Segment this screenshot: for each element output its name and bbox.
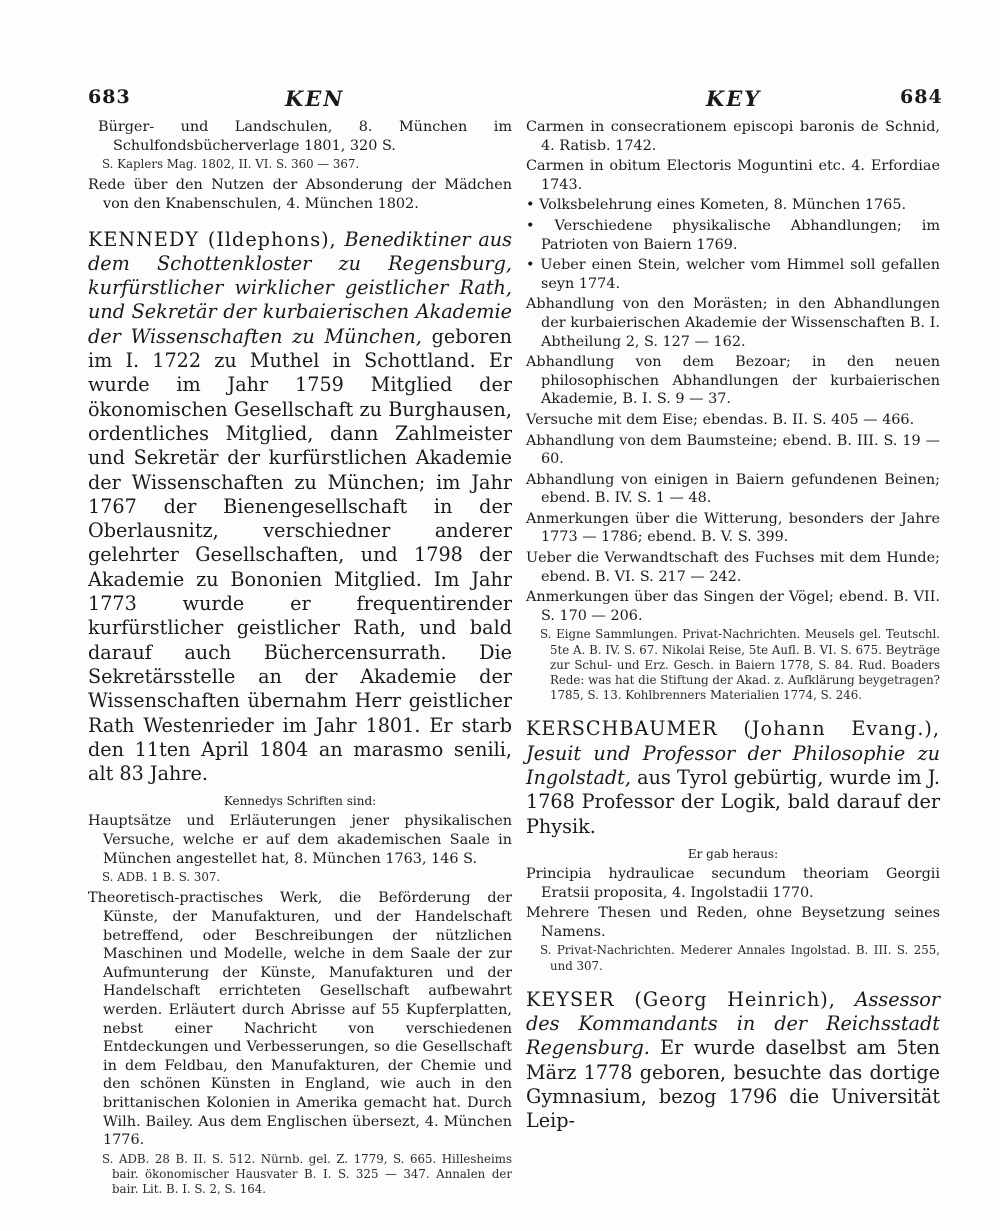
work-entry: Abhandlung von dem Bezoar; in den neuen philosophischen Abhandlungen der kurbaierischen Akademie, B. I. S. 9 — 37. (526, 354, 940, 408)
work-entry: Theoretisch-practisches Werk, die Beförderung der Künste, der Manufakturen, und der Handelschaft betreffend, oder Beschreibungen der nützlichen Maschinen und Modelle, welche in dem Saale der zur Aufmunterung der Künste, Manufakturen und der Handelschaft errichteten Gesellschaft aufbewahrt werden. Erläutert durch Abrisse auf 55 Kupferplatten, nebst einer Nachricht von verschiedenen Entdeckungen und Verbesserungen, so die Gesellschaft in dem Feldbau, den Manufakturen, der Chemie und den schönen Künsten in England, wie auch in den brittanischen Kolonien in Amerika gemacht hat. Durch Wilh. Bailey. Aus dem Englischen übersezt, 4. München 1776. (88, 890, 512, 1149)
work-entry: Abhandlung von den Morästen; in den Abhandlungen der kurbaierischen Akademie der Wissenschaften B. I. Abtheilung 2, S. 127 — 162. (526, 296, 940, 350)
work-entry-starred: • Ueber einen Stein, welcher vom Himmel soll gefallen seyn 1774. (526, 256, 940, 293)
work-entry: Mehrere Thesen und Reden, ohne Beysetzung seines Namens. (526, 905, 940, 940)
kennedy-name: KENNEDY (Ildephons), (88, 227, 337, 251)
reference-note: S. ADB. 28 B. II. S. 512. Nürnb. gel. Z. 1779, S. 665. Hillesheims bair. ökonomischer Hausvater B. I. S. 325 — 347. Annalen der bair. Lit. B. I. S. 2, S. 164. (102, 1151, 512, 1197)
work-entry: Carmen in obitum Electoris Moguntini etc. 4. Erfordiae 1743. (526, 158, 940, 193)
work-entry: Abhandlung von einigen in Baiern gefundenen Beinen; ebend. B. IV. S. 1 — 48. (526, 471, 940, 507)
kennedy-bio-text: geboren im I. 1722 zu Muthel in Schottland. Er wurde im Jahr 1759 Mitglied der ökonomischen Gesellschaft zu Burghausen, ordentliches Mitglied, dann Zahlmeister und Sekretär der kurfürstlichen Akademie der Wissenschaften zu München; im Jahr 1767 der Bienengesellschaft in der Oberlausnitz, verschiedner anderer gelehrter Gesellschaften, und 1798 der Akademie zu Bononien Mitglied. Im Jahr 1773 wurde er frequentirender kurfürstlicher geistlicher Rath, und bald darauf auch Büchercensurrath. Die Sekretärsstelle an der Akademie der Wissenschaften übernahm Herr geistlicher Rath Westenrieder im Jahr 1801. Er starb den 11ten April 1804 an marasmo senili, alt 83 Jahre. (88, 324, 512, 786)
work-entry-starred: • Verschiedene physikalische Abhandlungen; im Patrioten von Baiern 1769. (526, 217, 940, 254)
kennedy-works-heading: Kennedys Schriften sind: (223, 794, 377, 809)
work-entry: Anmerkungen über das Singen der Vögel; ebend. B. VII. S. 170 — 206. (526, 589, 940, 624)
kerschbaumer-occupation: Jesuit und Professor der Philosophie zu Ingolstadt, (526, 741, 940, 790)
keyser-bio-text: Er wurde daselbst am 5ten März 1778 geboren, besuchte das dortige Gymnasium, bezog 1796 die Universität Leip- (526, 1036, 940, 1133)
kerschbaumer-name: KERSCHBAUMER (Johann Evang.), (526, 717, 940, 741)
continued-entry: Bürger- und Landschulen, 8. München im Schulfondsbücherverlage 1801, 320 S. (98, 119, 512, 154)
work-entry: Versuche mit dem Eise; ebendas. B. II. S. 405 — 466. (526, 411, 915, 428)
kennedy-occupation: Benediktiner aus dem Schottenkloster zu Regensburg, kurfürstlicher wirklicher geistlicher Rath, und Sekretär der kurbaierischen Akademie der Wissenschaften zu München, (88, 227, 512, 348)
keyser-biography (526, 988, 940, 1134)
left-column (88, 118, 512, 1197)
work-entry: Ueber die Verwandtschaft des Fuchses mit dem Hunde; ebend. B. VI. S. 217 — 242. (526, 550, 940, 585)
work-entry-starred: • Volksbelehrung eines Kometen, 8. München 1765. (526, 196, 940, 215)
kennedy-biography (88, 228, 512, 787)
work-entry: Hauptsätze und Erläuterungen jener physikalischen Versuche, welche er auf dem akademischen Saale in München angestellet hat, 8. München 1763, 146 S. (88, 813, 512, 867)
reference-note: S. ADB. 1 B. S. 307. (102, 870, 221, 885)
reference-note: S. Privat-Nachrichten. Mederer Annales Ingolstad. B. III. S. 255, und 307. (540, 943, 940, 973)
work-entry: Principia hydraulicae secundum theoriam Georgii Eratsii proposita, 4. Ingolstadii 1770. (526, 865, 940, 901)
kerschbaumer-works-heading: Er gab heraus: (687, 846, 779, 861)
work-entry: Carmen in consecrationem episcopi baronis de Schnid, 4. Ratisb. 1742. (526, 119, 940, 154)
keyser-name: KEYSER (Georg Heinrich), (526, 987, 836, 1011)
right-page-number: 684 (900, 86, 943, 108)
work-entry: Anmerkungen über die Witterung, besonders der Jahre 1773 — 1786; ebend. B. V. S. 399. (526, 510, 940, 546)
reference-note: S. Eigne Sammlungen. Privat-Nachrichten. Meusels gel. Teutschl. 5te A. B. IV. S. 67. Nikolai Reise, 5te Aufl. B. VI. S. 675. Beyträge zur Schul- und Erz. Gesch. in Baiern 1778, S. 84. Rud. Boaders Rede: was hat die Stiftung der Akad. z. Aufklärung beygetragen? 1785, S. 13. Kohlbrenners Materialien 1774, S. 246. (540, 627, 940, 703)
left-running-head: KEN (285, 86, 345, 111)
reference-note: S. Kaplers Mag. 1802, II. VI. S. 360 — 367. (102, 157, 360, 172)
continued-entry: Rede über den Nutzen der Absonderung der Mädchen von den Knabenschulen, 4. München 1802. (88, 177, 512, 212)
right-column (526, 118, 940, 1180)
right-running-head: KEY (706, 86, 762, 111)
kerschbaumer-biography (526, 717, 940, 838)
left-page-number: 683 (88, 86, 131, 108)
work-entry: Abhandlung von dem Baumsteine; ebend. B. III. S. 19 — 60. (526, 432, 940, 468)
kerschbaumer-bio-text: aus Tyrol gebürtig, wurde im J. 1768 Professor der Logik, bald darauf der Physik. (526, 766, 940, 838)
keyser-occupation: Assessor des Kommandants in der Reichsstadt Regensburg. (526, 987, 941, 1060)
